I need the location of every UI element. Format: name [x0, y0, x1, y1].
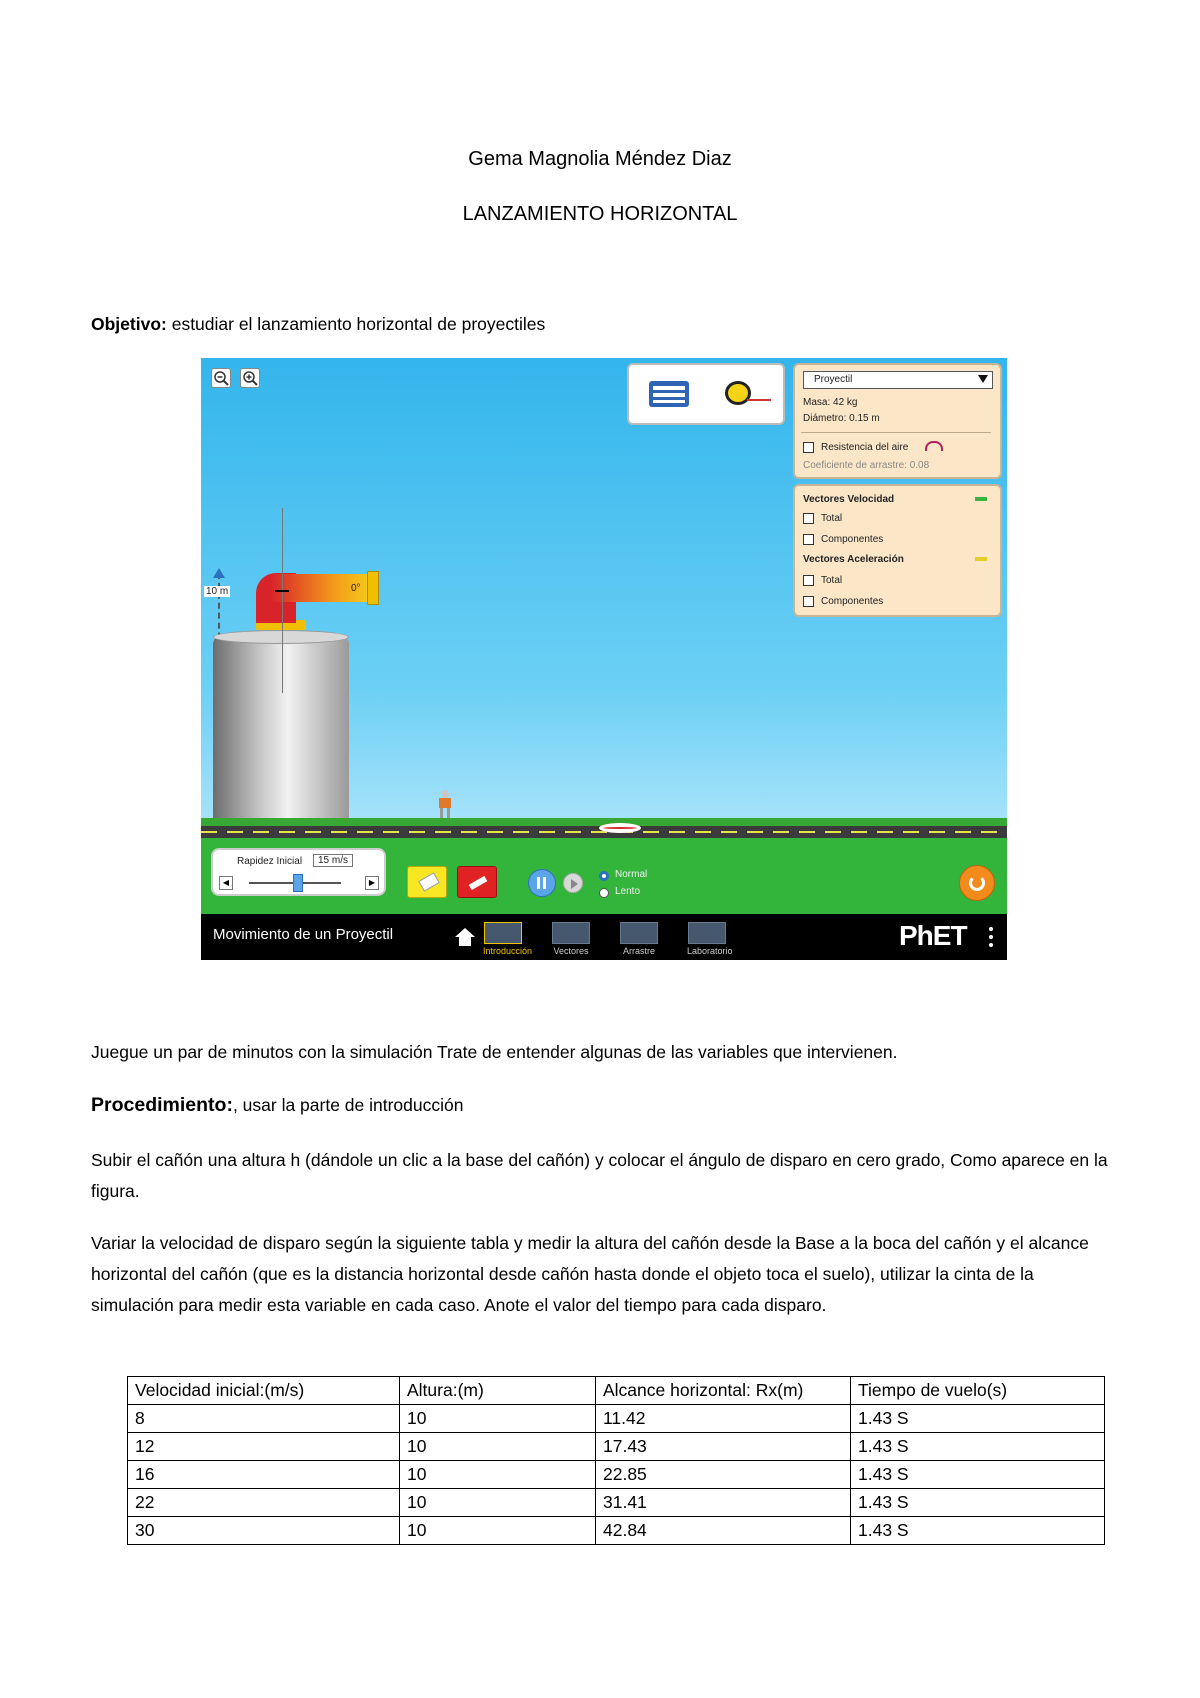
velocity-total-checkbox[interactable] — [803, 513, 814, 524]
speed-normal-label: Normal — [615, 869, 648, 880]
header-cell: Velocidad inicial:(m/s) — [128, 1377, 400, 1405]
vectors-panel — [793, 484, 1002, 617]
table-cell: 10 — [400, 1517, 596, 1545]
drag-tab-icon — [620, 922, 658, 944]
table-cell: 1.43 S — [851, 1489, 1105, 1517]
phet-logo: PhET — [899, 920, 967, 951]
table-cell: 17.43 — [596, 1433, 851, 1461]
table-cell: 42.84 — [596, 1517, 851, 1545]
tab-vectores[interactable] — [551, 922, 591, 960]
fire-button[interactable] — [457, 866, 497, 898]
chevron-down-icon — [978, 375, 988, 383]
acceleration-arrow-icon — [975, 557, 987, 561]
menu-dots-icon[interactable] — [989, 927, 993, 931]
zoom-in-icon[interactable] — [240, 368, 260, 388]
table-cell: 16 — [128, 1461, 400, 1489]
table-cell: 8 — [128, 1405, 400, 1433]
table-header-row — [128, 1377, 1105, 1405]
lab-tab-icon — [688, 922, 726, 944]
table-row — [128, 1461, 1105, 1489]
intro-paragraph: Juegue un par de minutos con la simulación Trate de entender algunas de las variables que intervienen. — [91, 1042, 898, 1062]
procedure-paragraph — [91, 1090, 1121, 1121]
projectile-select-value: Proyectil — [814, 374, 853, 385]
tab-laboratorio[interactable] — [687, 922, 733, 960]
velocity-components-label: Componentes — [821, 534, 884, 545]
home-icon[interactable] — [455, 928, 475, 946]
crosshair-vertical — [282, 508, 283, 693]
step1-paragraph: Subir el cañón una altura h (dándole un clic a la base del cañón) y colocar el ángulo de disparo en cero grado, Como aparece en la figura. — [91, 1150, 1108, 1201]
cannon-fire-icon — [469, 876, 488, 890]
table-cell: 11.42 — [596, 1405, 851, 1433]
eraser-button[interactable] — [407, 866, 447, 898]
tab-arrastre[interactable] — [619, 922, 659, 960]
diameter-label: Diámetro: 0.15 m — [803, 413, 880, 424]
data-table — [127, 1376, 1105, 1545]
crosshair-plus-icon — [275, 590, 289, 592]
tools-panel — [627, 363, 785, 425]
objective-text: estudiar el lanzamiento horizontal de proyectiles — [166, 314, 546, 334]
table-cell: 31.41 — [596, 1489, 851, 1517]
table-row — [128, 1433, 1105, 1461]
header-cell: Tiempo de vuelo(s) — [851, 1377, 1105, 1405]
speed-slow-radio[interactable] — [599, 888, 609, 898]
pedestal-top — [213, 630, 349, 644]
table-cell: 22.85 — [596, 1461, 851, 1489]
objective-paragraph — [91, 309, 1121, 340]
table-cell: 1.43 S — [851, 1433, 1105, 1461]
parachute-icon — [925, 441, 943, 451]
projectile-select[interactable] — [803, 371, 993, 389]
phet-simulation-screenshot — [201, 358, 1007, 960]
zoom-out-icon[interactable] — [211, 368, 231, 388]
table-cell: 10 — [400, 1405, 596, 1433]
table-cell: 1.43 S — [851, 1517, 1105, 1545]
table-cell: 1.43 S — [851, 1405, 1105, 1433]
pause-button[interactable] — [528, 869, 556, 897]
velocity-components-checkbox[interactable] — [803, 534, 814, 545]
procedure-text: , usar la parte de introducción — [232, 1095, 464, 1115]
mass-label: Masa: 42 kg — [803, 397, 858, 408]
speed-slow-label: Lento — [615, 886, 641, 897]
air-resistance-label: Resistencia del aire — [821, 442, 909, 453]
cannon-pedestal[interactable] — [213, 636, 349, 836]
table-row — [128, 1489, 1105, 1517]
tab-introduccion-label: Introducción — [483, 946, 533, 956]
tab-arrastre-label: Arrastre — [622, 946, 655, 956]
tab-laboratorio-label: Laboratorio — [687, 946, 733, 956]
table-cell: 10 — [400, 1433, 596, 1461]
reset-icon — [969, 875, 985, 891]
tab-introduccion[interactable] — [483, 922, 533, 960]
accel-components-label: Componentes — [821, 596, 884, 607]
speed-increase-button[interactable]: ▶ — [365, 876, 379, 890]
vectors-tab-icon — [552, 922, 590, 944]
initial-speed-value: 15 m/s — [313, 854, 353, 867]
accel-components-checkbox[interactable] — [803, 596, 814, 607]
cannon-muzzle — [367, 571, 379, 605]
author-name: Gema Magnolia Méndez Diaz — [468, 148, 732, 170]
table-row — [128, 1517, 1105, 1545]
intro-tab-icon — [484, 922, 522, 944]
speed-normal-radio[interactable] — [599, 871, 609, 881]
velocity-vectors-label: Vectores Velocidad — [803, 494, 895, 505]
table-cell: 30 — [128, 1517, 400, 1545]
navigation-bar — [201, 914, 1007, 960]
table-cell: 12 — [128, 1433, 400, 1461]
pause-icon — [537, 877, 540, 889]
header-cell: Altura:(m) — [400, 1377, 596, 1405]
target-icon[interactable] — [599, 823, 641, 833]
projectile-panel — [793, 363, 1002, 479]
table-cell: 1.43 S — [851, 1461, 1105, 1489]
step-icon — [571, 879, 578, 889]
header-cell: Alcance horizontal: Rx(m) — [596, 1377, 851, 1405]
objective-label: Objetivo: — [91, 314, 167, 334]
eraser-icon — [418, 872, 440, 891]
air-resistance-checkbox[interactable] — [803, 442, 814, 453]
speed-decrease-button[interactable]: ◀ — [219, 876, 233, 890]
angle-label: 0° — [351, 583, 361, 594]
app-title: Movimiento de un Proyectil — [213, 926, 394, 943]
table-cell: 10 — [400, 1489, 596, 1517]
reset-button[interactable] — [959, 865, 995, 901]
table-row — [128, 1405, 1105, 1433]
table-cell: 22 — [128, 1489, 400, 1517]
velocity-arrow-icon — [975, 497, 987, 501]
document-title: LANZAMIENTO HORIZONTAL — [462, 203, 738, 225]
stopwatch-icon[interactable] — [649, 381, 689, 407]
procedure-label: Procedimiento: — [91, 1094, 233, 1116]
tape-measure-icon[interactable] — [725, 381, 751, 405]
step-button[interactable] — [563, 873, 583, 893]
tab-vectores-label: Vectores — [553, 946, 589, 956]
accel-total-checkbox[interactable] — [803, 575, 814, 586]
height-label: 10 m — [206, 586, 229, 597]
table-cell: 10 — [400, 1461, 596, 1489]
speed-slider-thumb[interactable] — [293, 874, 303, 892]
drag-coefficient-label: Coeficiente de arrastre: 0.08 — [803, 460, 930, 471]
person-figure — [438, 790, 452, 818]
accel-total-label: Total — [821, 575, 843, 586]
tape-line — [747, 399, 771, 401]
initial-speed-panel — [211, 848, 386, 896]
height-drag-icon[interactable] — [213, 568, 225, 578]
accel-vectors-label: Vectores Aceleración — [803, 554, 904, 565]
velocity-total-label: Total — [821, 513, 843, 524]
step2-paragraph: Variar la velocidad de disparo según la siguiente tabla y medir la altura del cañón desde la Base a la boca del cañón y el alcance horizontal del cañón (que es la distancia horizontal desde cañón hasta donde el objeto toca el suelo), utilizar la cinta de la simulación para medir esta variable en cada caso. Anote el valor del tiempo para cada disparo. — [91, 1233, 1089, 1315]
initial-speed-label: Rapidez Inicial — [237, 856, 303, 867]
